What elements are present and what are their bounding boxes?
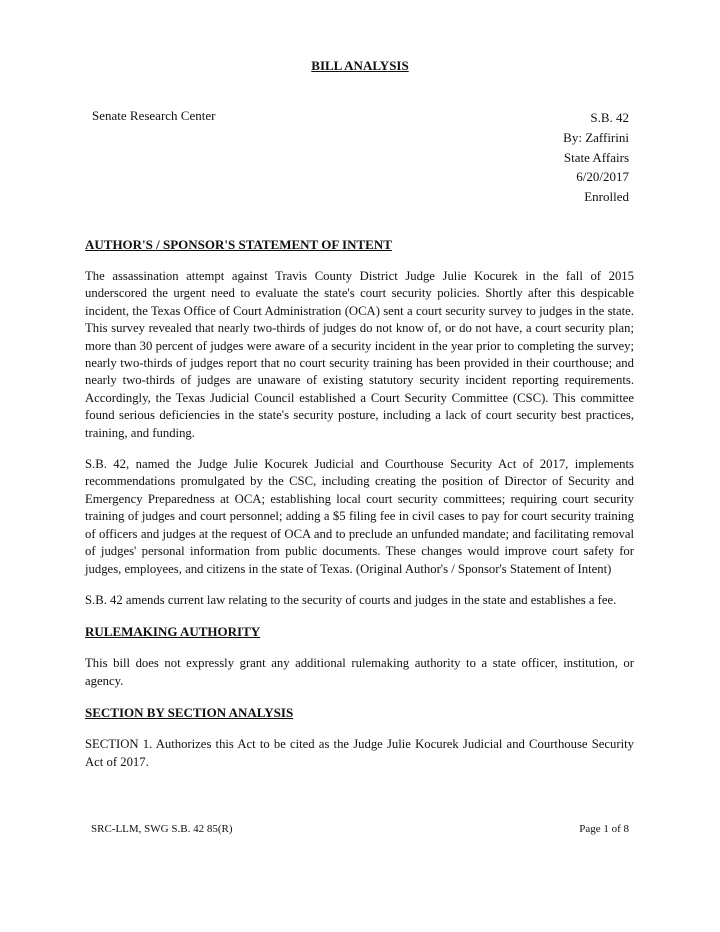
intent-paragraph-3: S.B. 42 amends current law relating to the security of courts and judges in the state and establishes a fee. [85, 592, 617, 607]
rulemaking-paragraph: This bill does not expressly grant any additional rulemaking authority to a state officer, institution, or agency. [85, 656, 634, 688]
rulemaking-heading: RULEMAKING AUTHORITY [85, 624, 261, 640]
intent-heading: AUTHOR'S / SPONSOR'S STATEMENT OF INTENT [85, 237, 392, 252]
bill-committee: State Affairs [563, 149, 629, 165]
intent-paragraph-1: The assassination attempt against Travis County District Judge Julie Kocurek in the fall of 2015 underscored the urgent need to evaluate the state's court security policies. Shortly after this despicable incident, the Texas Office of Court Administration (OCA) sent a court security survey to judges in the state. This survey revealed that nearly two-thirds of judges do not know of, or do not have, a court security plan; more than 30 percent of judges were aware of a security incident in the year prior to completing the survey; nearly two-thirds of judges report that no court security training has been provided in their courthouse; and nearly two-thirds of judges are unaware of existing statutory security incident reporting requirements. Accordingly, the Texas Judicial Council established a Court Security Committee (CSC). This committee found serious deficiencies in the state's security posture, including a lack of court security best practices, training, and funding. [85, 269, 634, 440]
footer-document-id: SRC-LLM, SWG S.B. 42 85(R) [91, 823, 233, 835]
intent-paragraph-2: S.B. 42, named the Judge Julie Kocurek Judicial and Courthouse Security Act of 2017, implements recommendations promulgated by the CSC, including creating the position of Director of Security and Emergency Preparedness at OCA; establishing local court security committees; requiring court security training of judges and court personnel; adding a $5 filing fee in civil cases to pay for court security training of officers and judges at the request of OCA and to preclude an unfunded mandate; and facilitating removal of judges' personal information from public documents. These changes would improve court safety for judges, employees, and citizens in the state of Texas. (Original Author's / Sponsor's Statement of Intent) [85, 457, 634, 576]
bill-meta [563, 108, 629, 207]
bill-number: S.B. 42 [590, 110, 629, 125]
document-title: BILL ANALYSIS [311, 58, 409, 73]
footer-page-number: Page 1 of 8 [579, 823, 629, 835]
section-analysis-heading: SECTION BY SECTION ANALYSIS [85, 705, 294, 721]
bill-date: 6/20/2017 [576, 169, 629, 185]
section-1-paragraph: SECTION 1. Authorizes this Act to be cited as the Judge Julie Kocurek Judicial and Courthouse Security Act of 2017. [85, 737, 634, 769]
document-body [85, 236, 634, 785]
bill-author: By: Zaffirini [563, 129, 629, 145]
research-center: Senate Research Center [92, 108, 216, 123]
bill-status: Enrolled [584, 189, 629, 205]
